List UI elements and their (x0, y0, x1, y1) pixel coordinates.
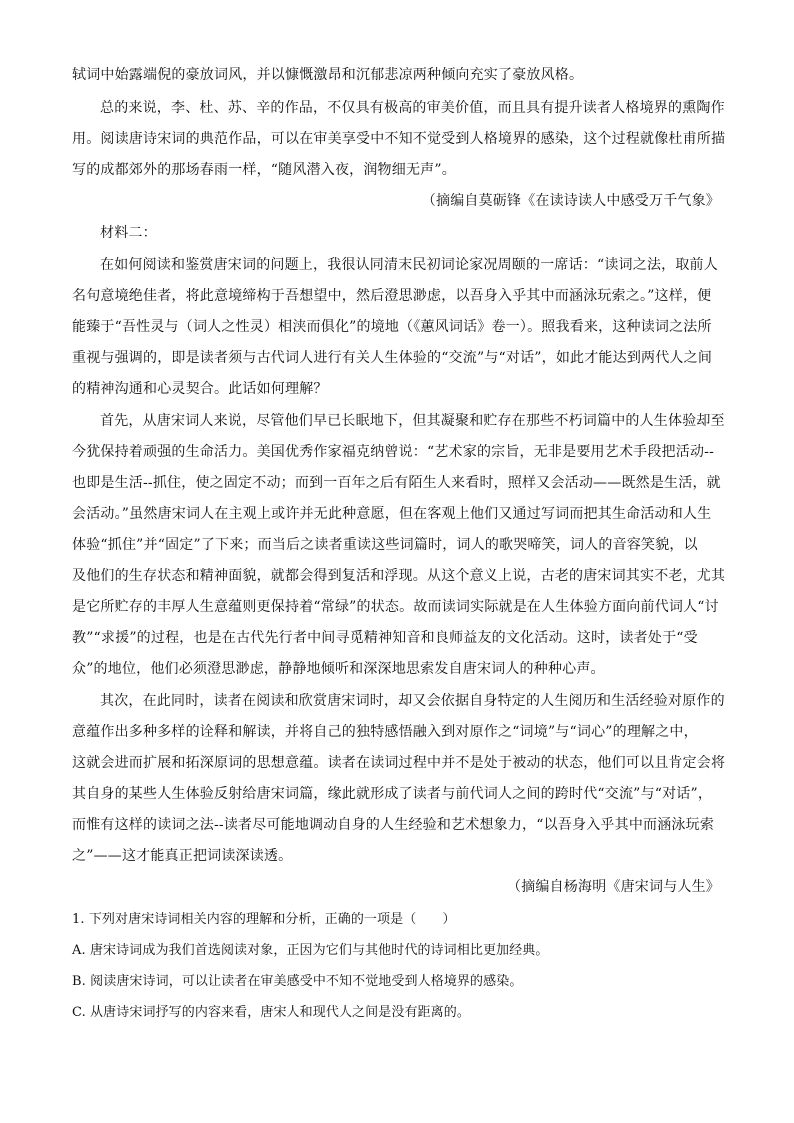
question-stem: 1. 下列对唐宋诗词相关内容的理解和分析，正确的一项是（ ） (72, 912, 456, 927)
paragraph-line: 会活动。”虽然唐宋词人在主观上或许并无此种意愿，但在客观上他们又通过写词而把其生命活动和人生 (72, 506, 712, 522)
paragraph-line: 众”的地位，他们必须澄思渺虑，静静地倾听和深深地思索发自唐宋词人的种种心声。 (72, 661, 605, 677)
paragraph-line: 这就会进而扩展和拓深原词的思想意蕴。读者在读词过程中并不是处于被动的状态，他们可以且肯定会将 (72, 755, 726, 771)
source-citation-1: （摘编自莫砺锋《在读诗读人中感受万千气象》 (421, 193, 720, 209)
answer-option-a[interactable]: A. 唐宋诗词成为我们首选阅读对象，正因为它们与其他时代的诗词相比更加经典。 (72, 943, 549, 958)
paragraph-line: 在如何阅读和鉴赏唐宋词的问题上，我很认同清末民初词论家况周颐的一席话：“读词之法，取前人 (100, 257, 718, 273)
paragraph-line: 其次，在此同时，读者在阅读和欣赏唐宋词时，却又会依据自身特定的人生阅历和生活经验对原作的 (100, 693, 725, 709)
paragraph-line: 能臻于“吾性灵与（词人之性灵）相浃而俱化”的境地（《蕙风词话》卷一）。照我看来，这种读词之法所 (72, 319, 712, 335)
paragraph-line: 其自身的某些人生体验反射给唐宋词篇，缘此就形成了读者与前代词人之间的跨时代“交流”与“对话”， (72, 786, 713, 802)
paragraph-line: 今犹保持着顽强的生命活力。美国优秀作家福克纳曾说：“艺术家的宗旨，无非是要用艺术手段把活动-- (72, 444, 715, 460)
paragraph-line: 教”“求援”的过程，也是在古代先行者中间寻觅精神知音和良师益友的文化活动。这时，读者处于“受 (72, 630, 698, 646)
paragraph-line: 体验“抓住”并“固定”了下来；而当后之读者重读这些词篇时，词人的歌哭啼笑，词人的音容笑貌，以 (72, 537, 698, 553)
paragraph-line: 名句意境绝佳者，将此意境缔构于吾想望中，然后澄思渺虑，以吾身入乎其中而涵泳玩索之。”这样，便 (72, 288, 712, 304)
paragraph-line: 写的成都郊外的那场春雨一样，“随风潜入夜，润物细无声”。 (72, 162, 456, 178)
source-citation-2: （摘编自杨海明《唐宋词与人生》 (507, 879, 720, 895)
paragraph-line: 也即是生活--抓住，使之固定不动；而到一百年之后有陌生人来看时，照样又会活动——既然是生活，就 (72, 475, 721, 491)
paragraph-line: 之”——这才能真正把词读深读透。 (72, 848, 293, 864)
paragraph-line: 的精神沟通和心灵契合。此话如何理解？ (72, 381, 328, 397)
paragraph-line: 是它所贮存的丰厚人生意蕴则更保持着“常绿”的状态。故而读词实际就是在人生体验方面向前代词人“讨 (72, 599, 719, 615)
paragraph-line: 总的来说，李、杜、苏、辛的作品，不仅具有极高的审美价值，而且具有提升读者人格境界的熏陶作 (100, 100, 725, 116)
paragraph-line: 而惟有这样的读词之法--读者尽可能地调动自身的人生经验和艺术想象力，“以吾身入乎其中而涵泳玩索 (72, 817, 715, 833)
answer-option-c[interactable]: C. 从唐诗宋词抒写的内容来看，唐宋人和现代人之间是没有距离的。 (72, 1005, 470, 1020)
paragraph-line: 轼词中始露端倪的豪放词风，并以慷慨激昂和沉郁悲凉两种倾向充实了豪放风格。 (72, 67, 584, 83)
paragraph-line: 首先，从唐宋词人来说，尽管他们早已长眠地下，但其凝聚和贮存在那些不朽词篇中的人生体验却至 (100, 413, 725, 429)
answer-option-b[interactable]: B. 阅读唐宋诗词，可以让读者在审美感受中不知不觉地受到人格境界的感染。 (72, 974, 523, 989)
paragraph-line: 及他们的生存状态和精神面貌，就都会得到复活和浮现。从这个意义上说，古老的唐宋词其实不老，尤其 (72, 568, 726, 584)
paragraph-line: 意蕴作出多种多样的诠释和解读，并将自己的独特感悟融入到对原作之“词境”与“词心”的理解之中， (72, 724, 698, 740)
paragraph-line: 重视与强调的，即是读者须与古代词人进行有关人生体验的“交流”与“对话”，如此才能达到两代人之间 (72, 350, 713, 366)
material-2-heading: 材料二： (100, 225, 157, 241)
paragraph-line: 用。阅读唐诗宋词的典范作品，可以在审美享受中不知不觉受到人格境界的感染，这个过程就像杜甫所描 (72, 131, 726, 147)
